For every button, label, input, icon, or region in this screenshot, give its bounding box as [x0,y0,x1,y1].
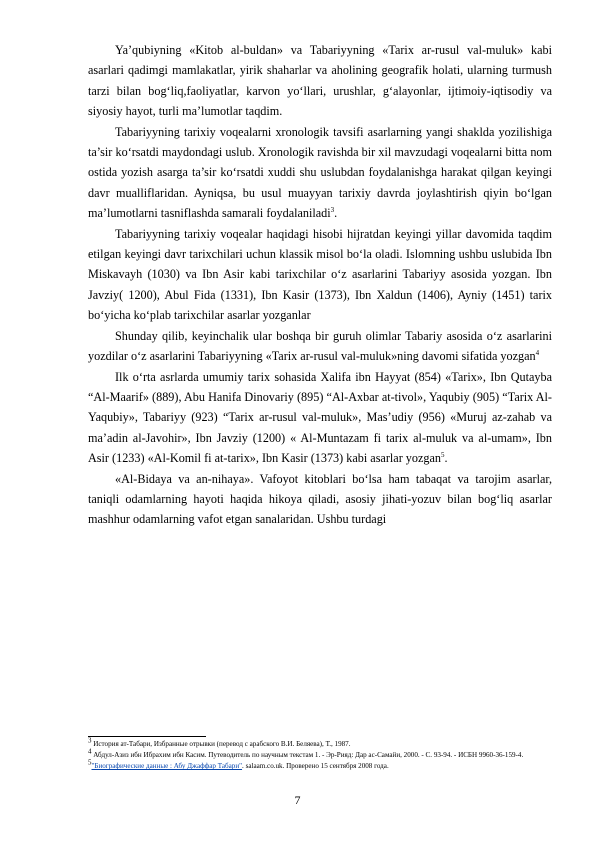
footnote [88,747,558,761]
footnote [88,736,558,750]
paragraph-text: Ilk o‘rta asrlarda umumiy tarix sohasida Xalifa ibn Hayyat (854) «Tarix», Ibn Qutayba “Al-Maarif» (889), Abu Hanifa Dinovariy (895) “Al-Axbar at-tivol», Yaqubiy (905) “Tarix Al-Yaqubiy», Tabariyy (923) “Tarix ar-rusul val-muluk», Mas’udiy (956) «Muruj az-zahab va ma’adin al-Javohir», Ibn Javziy (1200) « Al-Muntazam fi tarix al-muluk va al-umam», Ibn Asir (1233) «Al-Komil fi at-tarix», Ibn Kasir (1373) kabi asarlar yozgan [88,369,552,466]
page-number: 7 [294,793,301,807]
paragraph-text: Ya’qubiyning «Kitob al-buldan» va Tabariyyning «Tarix ar-rusul val-muluk» kabi asarlari qadimgi mamlakatlar, yirik shaharlar va aholining geografik holati, ularning turmush tarzi bilan bog‘liq,faoliyatlar, karvon yo‘llari, urushlar, g‘alayonlar, ijtimoiy-iqtisodiy va siyosiy hayot, turli ma’lumotlar taqdim. [88,43,552,119]
body-text [88,40,552,530]
footnote-marker: 5 [441,451,445,460]
paragraph-text: Tabariyyning tarixiy voqealarni xronologik tavsifi asarlarning yangi shaklda yozilishiga ta’sir ko‘rsatdi maydondagi uslub. Xronologik ravishda bir xil mavzudagi voqealarni bitta nom ostida yozish asarga ta’sir ko‘rsatdi xuddi shu uslubdan foydalanishga harakat qilgan keyingi davr mualliflaridan. Ayniqsa, bu usul muayyan tarixiy davrda joylashtirish qiyin bo‘lgan ma’lumotlarni tasniflashda samarali foydalaniladi [88,124,552,221]
paragraph-text: «Al-Bidaya va an-nihaya». Vafoyot kitoblari bo‘lsa ham tabaqat va tarojim asarlar, taniqli odamlarning hayoti haqida hikoya qiladi, asosiy jihati-yozuv bilan bog‘liq asarlar mashhur odamlarning vafot etgan sanalaridan. Ushbu turdagi [88,471,552,527]
footnote-text: Абдул-Азиз ибн Ибрахим ибн Касим. Путеводитель по научным текстам 1. - Эр-Рияд: Дар ас-Самайи, 2000. - С. 93-94. - ИСБН 9960-36-159-4. [91,751,524,760]
paragraph-text: Tabariyyning tarixiy voqealar haqidagi hisobi hijratdan keyingi yillar davomida taqdim etilgan keyingi davr tarixchilari uchun klassik misol bo‘la oladi. Islomning ushbu uslubida Ibn Miskavayh (1030) va Ibn Asir kabi tarixchilar o‘z asarlarini Tabariyy asosida yozgan. Ibn Javziy( 1200), Abul Fida (1331), Ibn Kasir (1373), Ibn Xaldun (1406), Ayniy (1451) tarix bo‘yicha ko‘plab tarixchilar asarlar yozganlar [88,226,552,323]
footnote-number: 4 [88,747,92,756]
footnote-text: . salaam.co.uk. Проверено 15 сентября 2008 года. [242,762,389,771]
paragraph [88,40,552,122]
footnote-list [88,736,558,773]
paragraph [88,224,552,326]
footnote-marker: 4 [535,349,540,358]
footnote-number: 5 [88,759,92,768]
footnote-link[interactable]: "Биографические данные : Абу Джаффар Табари" [91,762,243,771]
footnote-text: История ат-Табари, Избранные отрывки (перевод с арабского В.И. Беляева), Т., 1987. [91,740,351,748]
paragraph [88,326,552,367]
paragraph [88,367,552,469]
paragraph-text: Shunday qilib, keyinchalik ular boshqa bir guruh olimlar Tabariy asosida o‘z asarlarini yozdilar o‘z asarlarini Tabariyyning «Tarix ar-rusul val-muluk»ning davomi sifatida yozgan [88,328,552,364]
paragraph-end: . [334,206,338,221]
footnote-marker: 3 [330,206,335,215]
footnotes [88,736,558,773]
paragraph [88,122,552,224]
footnote [88,761,558,772]
paragraph-end: . [444,451,448,466]
footnote-number: 3 [88,736,92,745]
footnote-separator [88,736,206,737]
paragraph [88,469,552,530]
